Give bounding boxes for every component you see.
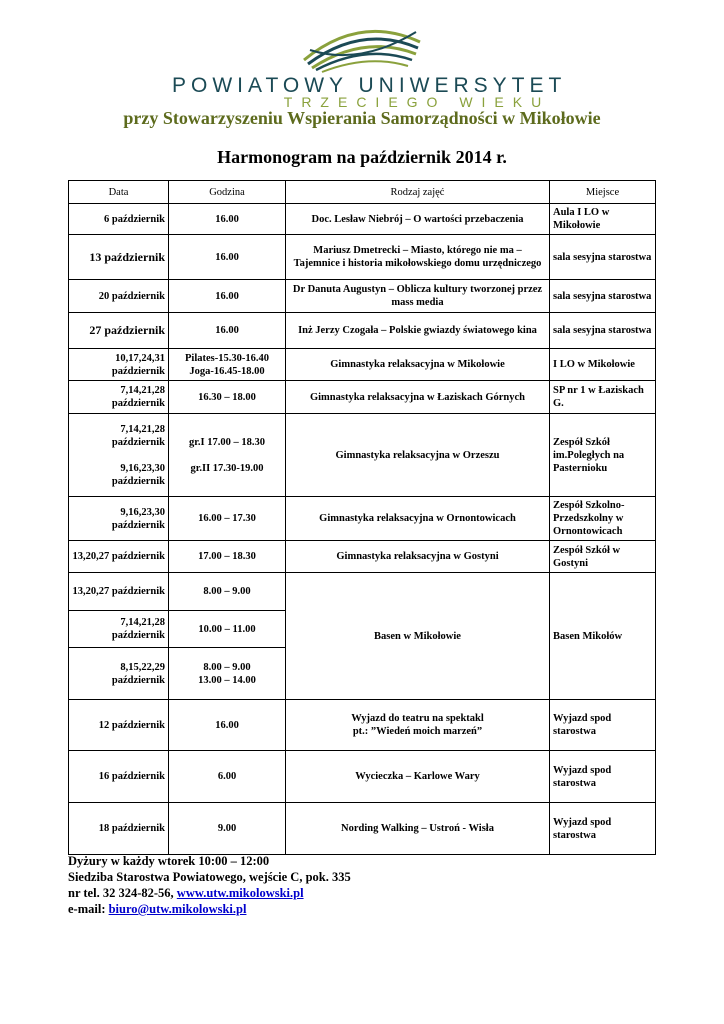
- table-row: [69, 541, 656, 573]
- cell-time: Pilates-15.30-16.40 Joga-16.45-18.00: [169, 349, 286, 381]
- cell-time: 6.00: [169, 751, 286, 803]
- cell-time: 9.00: [169, 803, 286, 855]
- cell-activity: Gimnastyka relaksacyjna w Orzeszu: [286, 414, 550, 497]
- cell-date: 27 październik: [69, 313, 169, 349]
- cell-place: Wyjazd spod starostwa: [550, 751, 656, 803]
- cell-time: [169, 414, 286, 497]
- cell-time-slot-1: 8.00 – 9.00: [203, 661, 251, 673]
- office-address: Siedziba Starostwa Powiatowego, wejście C, pok. 335: [68, 870, 351, 884]
- phone-line: [68, 885, 351, 901]
- header-time: Godzina: [169, 181, 286, 204]
- cell-place: Basen Mikołów: [550, 573, 656, 700]
- cell-date: 7,14,21,28 październik: [69, 381, 169, 414]
- header-activity: Rodzaj zajęć: [286, 181, 550, 204]
- cell-date: 10,17,24,31 październik: [69, 349, 169, 381]
- cell-place: sala sesyjna starostwa: [550, 313, 656, 349]
- table-row: [69, 414, 656, 497]
- cell-time-group-2: gr.II 17.30-19.00: [190, 462, 264, 474]
- cell-place: Zespół Szkół im.Poległych na Pasternioku: [550, 414, 656, 497]
- cell-activity: Nording Walking – Ustroń - Wisła: [286, 803, 550, 855]
- logo-title: POWIATOWY UNIWERSYTET: [172, 74, 567, 97]
- table-row: [69, 751, 656, 803]
- table-header-row: [69, 181, 656, 204]
- cell-date: 6 październik: [69, 204, 169, 235]
- cell-time: 17.00 – 18.30: [169, 541, 286, 573]
- cell-activity: Gimnastyka relaksacyjna w Gostyni: [286, 541, 550, 573]
- cell-time: 16.00: [169, 204, 286, 235]
- cell-activity-line-1: Wyjazd do teatru na spektakl: [351, 713, 484, 724]
- logo-emblem-icon: [300, 20, 424, 74]
- organization-subtitle: przy Stowarzyszeniu Wspierania Samorządności w Mikołowie: [123, 108, 601, 128]
- cell-place: Zespół Szkolno-Przedszkolny w Ornontowicach: [550, 497, 656, 541]
- contact-footer: [68, 853, 351, 917]
- cell-date: 12 październik: [69, 700, 169, 751]
- cell-time-slot-2: 13.00 – 14.00: [198, 674, 256, 686]
- header-place: Miejsce: [550, 181, 656, 204]
- cell-date: 13,20,27 październik: [69, 541, 169, 573]
- cell-date: [69, 414, 169, 497]
- cell-activity: Gimnastyka relaksacyjna w Mikołowie: [286, 349, 550, 381]
- email-label: e-mail:: [68, 902, 109, 916]
- cell-activity: Gimnastyka relaksacyjna w Łaziskach Górnych: [286, 381, 550, 414]
- table-row: [69, 349, 656, 381]
- cell-time: 16.00: [169, 280, 286, 313]
- cell-activity: Gimnastyka relaksacyjna w Ornontowicach: [286, 497, 550, 541]
- cell-place: Wyjazd spod starostwa: [550, 700, 656, 751]
- cell-date: 13,20,27 październik: [69, 573, 169, 611]
- cell-place: Wyjazd spod starostwa: [550, 803, 656, 855]
- cell-time-group-1: gr.I 17.00 – 18.30: [188, 436, 266, 448]
- cell-time: 16.00: [169, 700, 286, 751]
- table-row: [69, 381, 656, 414]
- cell-date-group-1: 7,14,21,28 październik: [111, 423, 165, 448]
- table-row: [69, 204, 656, 235]
- cell-date: 9,16,23,30 październik: [69, 497, 169, 541]
- email-line: [68, 901, 351, 917]
- cell-place: SP nr 1 w Łaziskach G.: [550, 381, 656, 414]
- header-date: Data: [69, 181, 169, 204]
- cell-date: 8,15,22,29 październik: [69, 648, 169, 700]
- cell-activity-line-2: pt.: ”Wiedeń moich marzeń”: [352, 726, 483, 737]
- page-title: Harmonogram na październik 2014 r.: [217, 147, 507, 167]
- website-link[interactable]: www.utw.mikolowski.pl: [176, 886, 304, 900]
- cell-date-group-2: 9,16,23,30 październik: [111, 462, 165, 487]
- cell-place: Aula I LO w Mikołowie: [550, 204, 656, 235]
- cell-date: 7,14,21,28 październik: [69, 611, 169, 648]
- cell-time: [169, 648, 286, 700]
- logo-subtitle: TRZECIEGO WIEKU: [283, 94, 551, 110]
- cell-date: 18 październik: [69, 803, 169, 855]
- cell-time: 16.00: [169, 313, 286, 349]
- email-link[interactable]: biuro@utw.mikolowski.pl: [108, 902, 247, 916]
- cell-time: 16.30 – 18.00: [169, 381, 286, 414]
- cell-place: Zespół Szkół w Gostyni: [550, 541, 656, 573]
- cell-activity: Inż Jerzy Czogała – Polskie gwiazdy światowego kina: [286, 313, 550, 349]
- cell-place: I LO w Mikołowie: [550, 349, 656, 381]
- cell-place: sala sesyjna starostwa: [550, 235, 656, 280]
- table-row: [69, 313, 656, 349]
- cell-time: 8.00 – 9.00: [169, 573, 286, 611]
- schedule-table: [68, 180, 656, 855]
- cell-activity: Mariusz Dmetrecki – Miasto, którego nie ma – Tajemnice i historia mikołowskiego domu urzędniczego: [286, 235, 550, 280]
- cell-date: 13 październik: [69, 235, 169, 280]
- table-row: [69, 235, 656, 280]
- logo: [172, 20, 567, 110]
- cell-activity: Dr Danuta Augustyn – Oblicza kultury tworzonej przez mass media: [286, 280, 550, 313]
- cell-activity: Doc. Lesław Niebrój – O wartości przebaczenia: [286, 204, 550, 235]
- cell-activity: Wycieczka – Karlowe Wary: [286, 751, 550, 803]
- cell-time: 16.00 – 17.30: [169, 497, 286, 541]
- table-row: [69, 803, 656, 855]
- table-row: [69, 700, 656, 751]
- cell-activity: Basen w Mikołowie: [286, 573, 550, 700]
- table-row: [69, 280, 656, 313]
- phone-number: nr tel. 32 324-82-56,: [68, 886, 177, 900]
- cell-place: sala sesyjna starostwa: [550, 280, 656, 313]
- table-row: [69, 497, 656, 541]
- table-row: [69, 573, 656, 611]
- cell-date: 16 październik: [69, 751, 169, 803]
- cell-time: 16.00: [169, 235, 286, 280]
- duty-hours: Dyżury w każdy wtorek 10:00 – 12:00: [68, 854, 270, 868]
- cell-activity: [286, 700, 550, 751]
- cell-time: 10.00 – 11.00: [169, 611, 286, 648]
- cell-date: 20 październik: [69, 280, 169, 313]
